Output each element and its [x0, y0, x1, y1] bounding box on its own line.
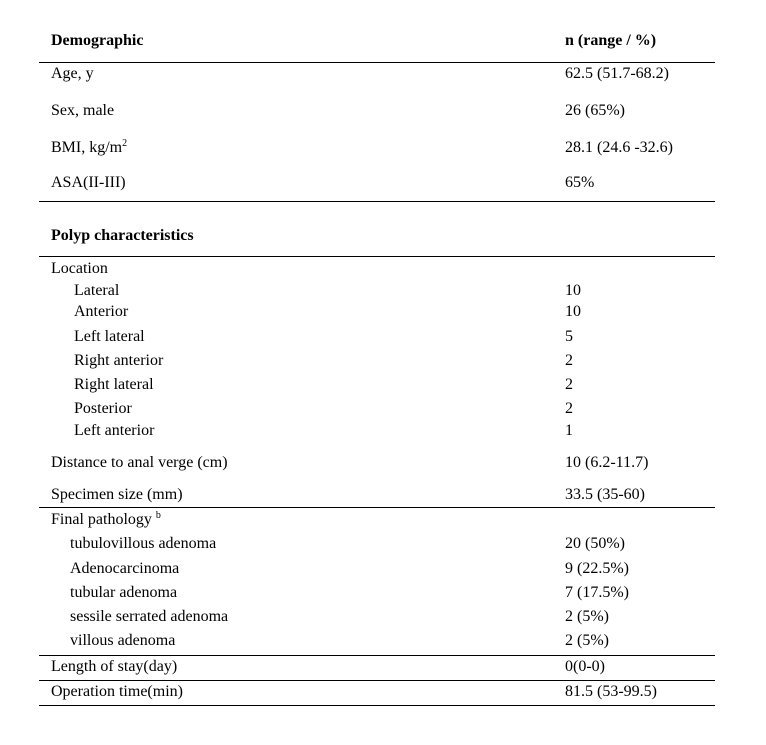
location-label: Location	[51, 260, 108, 277]
pathology-item-label: Adenocarcinoma	[70, 560, 180, 577]
location-item-label: Posterior	[74, 400, 132, 417]
pathology-item-value: 2 (5%)	[565, 608, 609, 625]
location-item-label: Anterior	[74, 303, 129, 320]
location-item-value: 2	[565, 376, 573, 393]
rule-specimen	[39, 507, 715, 508]
location-item-value: 2	[565, 400, 573, 417]
polyp-heading: Polyp characteristics	[51, 227, 194, 244]
pathology-label-text: Final pathology	[51, 511, 152, 528]
rule-demographic-end	[39, 201, 715, 202]
row-bmi-label	[51, 138, 127, 158]
location-item-value: 10	[565, 303, 581, 320]
los-label: Length of stay(day)	[51, 658, 178, 675]
rule-header	[39, 62, 715, 63]
pathology-superscript: b	[155, 510, 161, 521]
rule-los	[39, 680, 715, 681]
optime-label: Operation time(min)	[51, 683, 183, 700]
row-sex-label: Sex, male	[51, 102, 115, 119]
rule-table-bottom	[39, 705, 715, 706]
pathology-item-label: villous adenoma	[70, 632, 176, 649]
los-value: 0(0-0)	[565, 658, 605, 675]
bmi-superscript: 2	[122, 138, 128, 149]
characteristics-table	[39, 0, 715, 745]
pathology-item-label: sessile serrated adenoma	[70, 608, 229, 625]
location-item-value: 5	[565, 328, 573, 345]
location-item-label: Right lateral	[74, 376, 154, 393]
row-sex-value: 26 (65%)	[565, 102, 625, 119]
row-age-value: 62.5 (51.7-68.2)	[565, 65, 669, 82]
row-asa-value: 65%	[565, 174, 595, 191]
location-item-label: Right anterior	[74, 352, 164, 369]
pathology-item-value: 7 (17.5%)	[565, 584, 629, 601]
rule-polyp-heading	[39, 256, 715, 257]
specimen-value: 33.5 (35-60)	[565, 486, 645, 503]
location-item-label: Lateral	[74, 282, 120, 299]
location-item-value: 1	[565, 422, 573, 439]
specimen-label: Specimen size (mm)	[51, 486, 183, 503]
location-item-value: 10	[565, 282, 581, 299]
pathology-item-label: tubular adenoma	[70, 584, 178, 601]
optime-value: 81.5 (53-99.5)	[565, 683, 657, 700]
pathology-item-value: 2 (5%)	[565, 632, 609, 649]
bmi-label-text: BMI, kg/m	[51, 139, 123, 156]
pathology-item-label: tubulovillous adenoma	[70, 535, 217, 552]
location-item-label: Left anterior	[74, 422, 155, 439]
pathology-item-value: 9 (22.5%)	[565, 560, 629, 577]
pathology-item-value: 20 (50%)	[565, 535, 625, 552]
header-n-range: n (range / %)	[565, 32, 657, 49]
row-bmi-value: 28.1 (24.6 -32.6)	[565, 139, 673, 156]
row-asa-label: ASA(II-III)	[51, 174, 126, 191]
row-age-label: Age, y	[51, 65, 94, 82]
pathology-label	[51, 510, 161, 530]
distance-label: Distance to anal verge (cm)	[51, 454, 228, 471]
location-item-label: Left lateral	[74, 328, 145, 345]
location-item-value: 2	[565, 352, 573, 369]
header-demographic: Demographic	[51, 32, 144, 49]
distance-value: 10 (6.2-11.7)	[565, 454, 649, 471]
rule-pathology	[39, 655, 715, 656]
